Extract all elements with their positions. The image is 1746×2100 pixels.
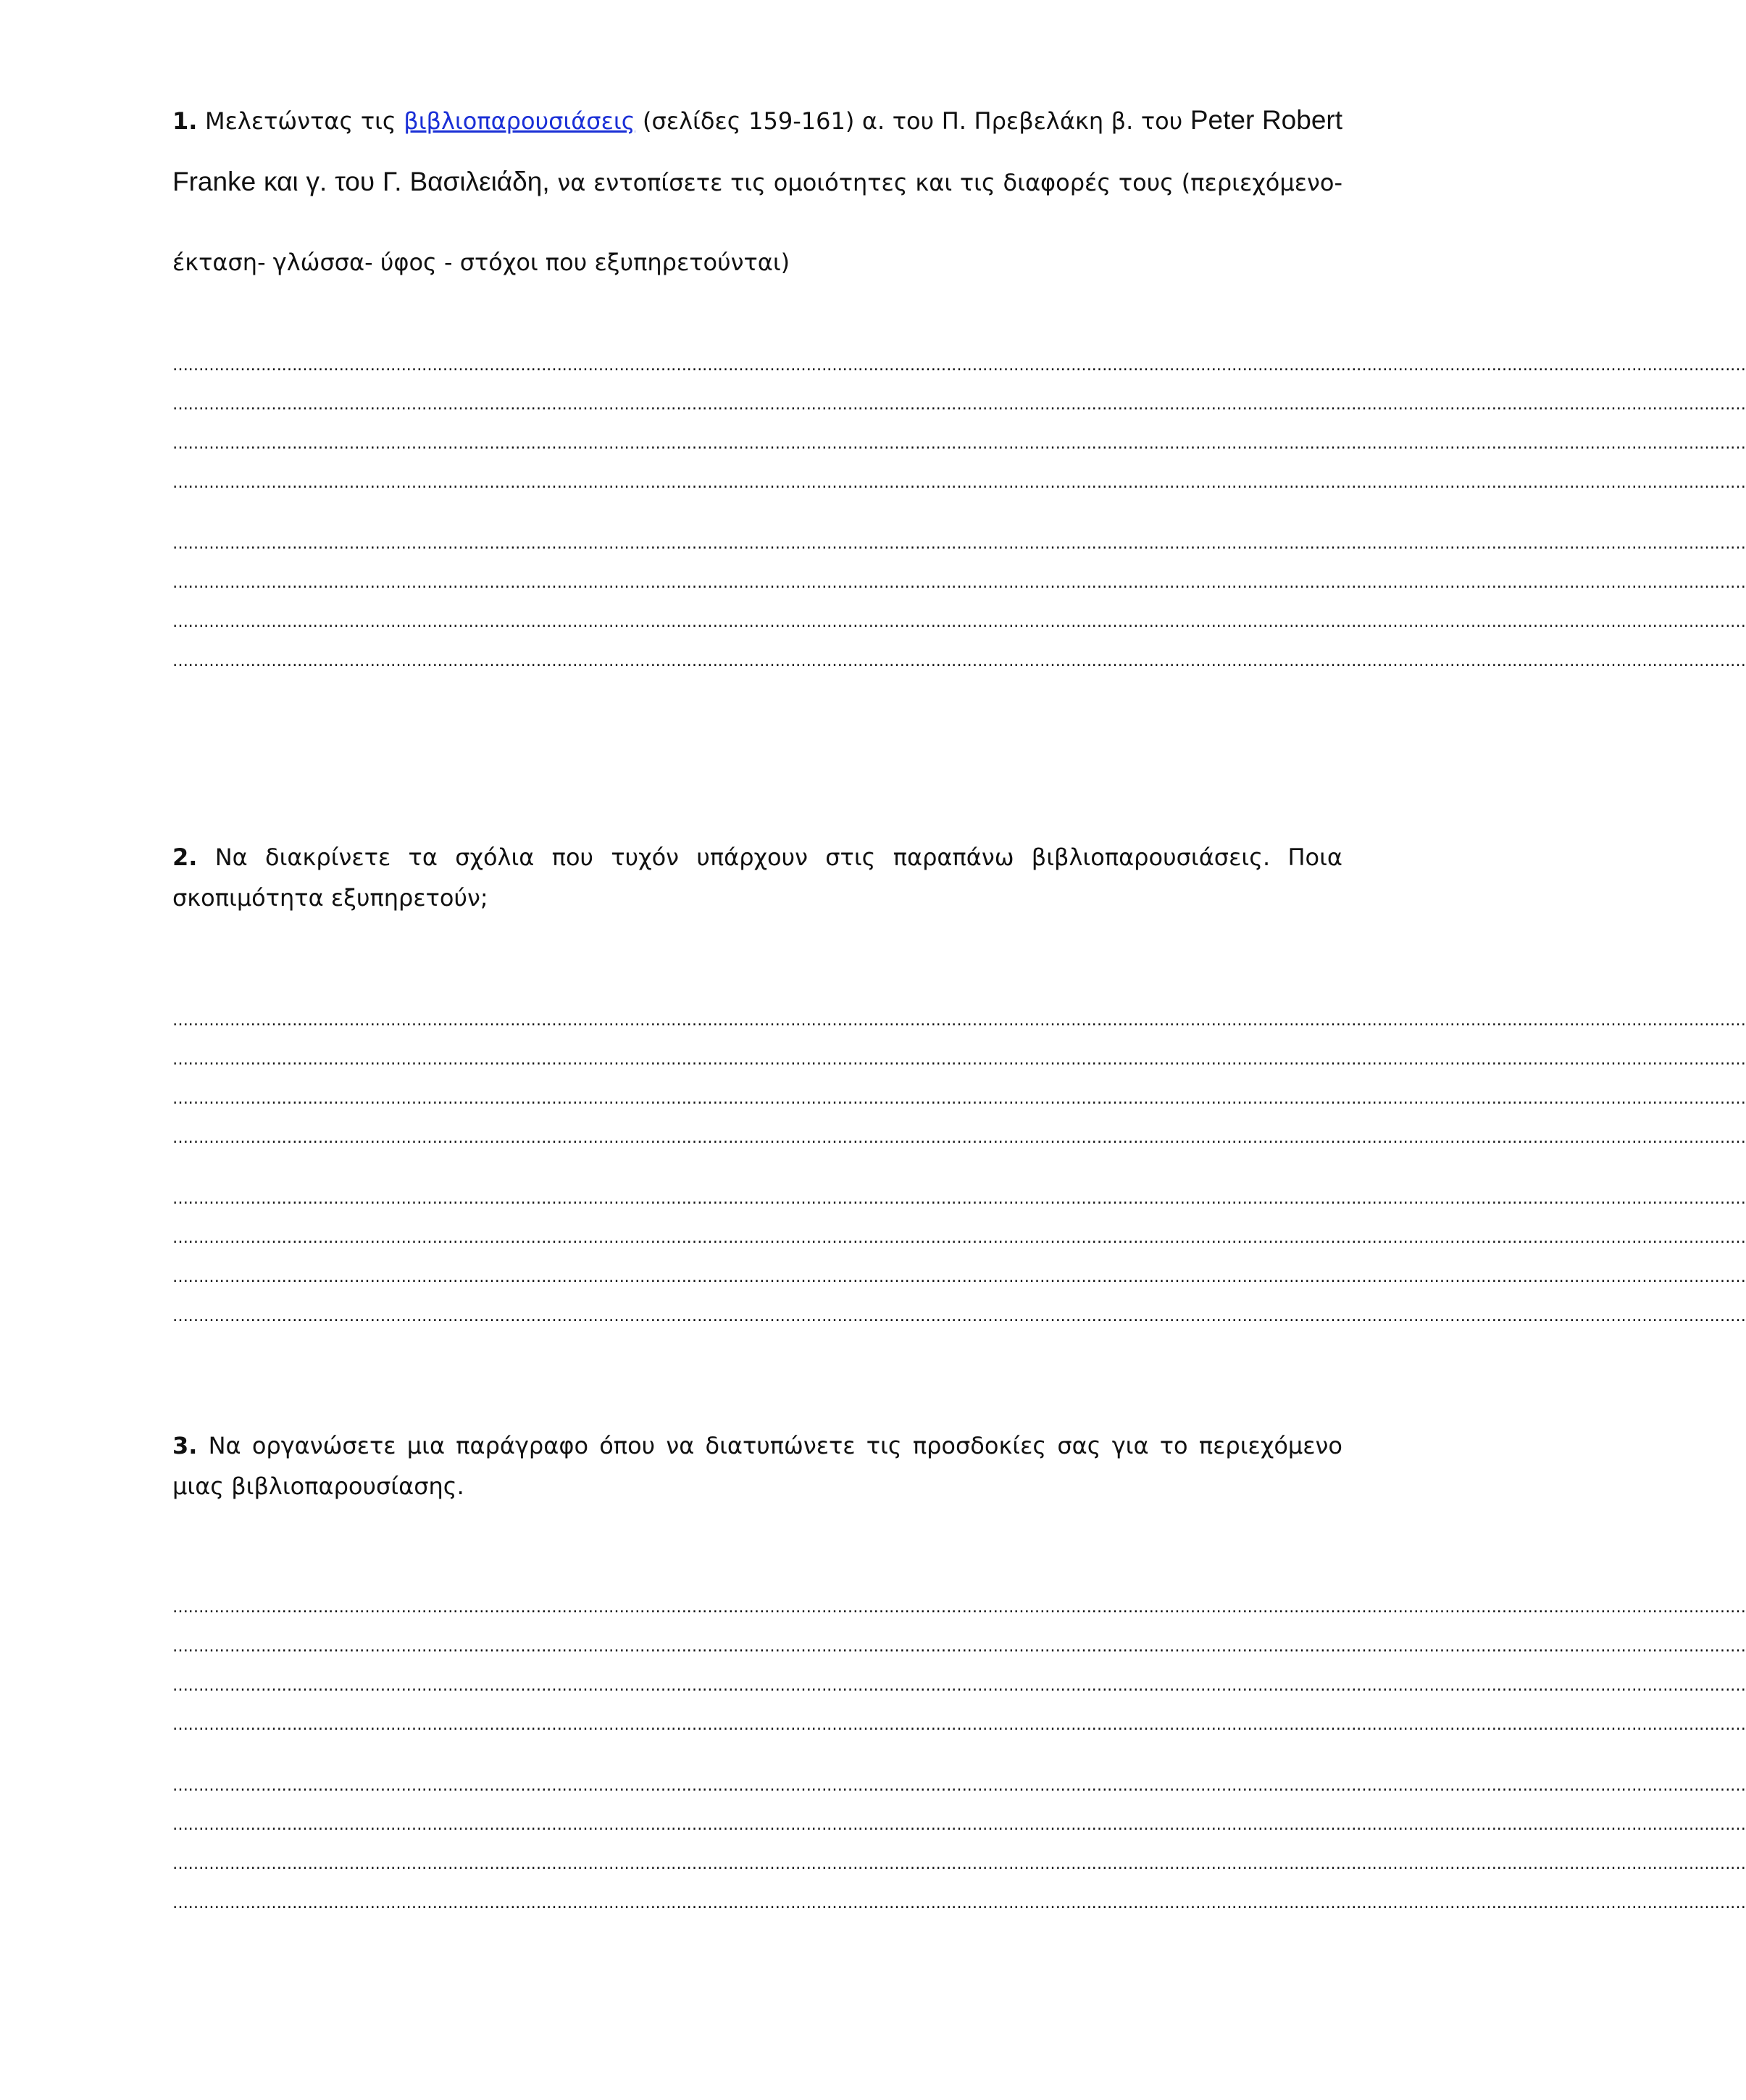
- answer-line[interactable]: ……………………………………………………………………………………………………………………………………………………………………………………………………………………………………………………………………………: [172, 652, 1746, 670]
- answer-line[interactable]: ……………………………………………………………………………………………………………………………………………………………………………………………………………………………………………………………………………: [172, 1677, 1746, 1695]
- answer-line[interactable]: ……………………………………………………………………………………………………………………………………………………………………………………………………………………………………………………………………………: [172, 1599, 1746, 1617]
- answer-line[interactable]: ……………………………………………………………………………………………………………………………………………………………………………………………………………………………………………………………………………: [172, 1012, 1746, 1030]
- answer-line[interactable]: ……………………………………………………………………………………………………………………………………………………………………………………………………………………………………………………………………………: [172, 1090, 1746, 1108]
- question-1-number: 1.: [172, 107, 198, 135]
- answer-line[interactable]: ……………………………………………………………………………………………………………………………………………………………………………………………………………………………………………………………………………: [172, 535, 1746, 553]
- question-1-text-start: Μελετώντας τις: [205, 107, 404, 135]
- question-1-text-end: να εντοπίσετε τις ομοιότητες και τις διαφορές τους (περιεχόμενο- έκταση- γλώσσα- ύφος - στόχοι που εξυπηρετούνται): [172, 169, 1342, 276]
- answer-line[interactable]: ……………………………………………………………………………………………………………………………………………………………………………………………………………………………………………………………………………: [172, 1894, 1746, 1912]
- answer-line[interactable]: ……………………………………………………………………………………………………………………………………………………………………………………………………………………………………………………………………………: [172, 1268, 1746, 1286]
- question-2-text: Να διακρίνετε τα σχόλια που τυχόν υπάρχουν στις παραπάνω βιβλιοπαρουσιάσεις. Ποια σκοπιμότητα εξυπηρετούν;: [172, 843, 1342, 912]
- answer-line[interactable]: ……………………………………………………………………………………………………………………………………………………………………………………………………………………………………………………………………………: [172, 1716, 1746, 1734]
- answer-line[interactable]: ……………………………………………………………………………………………………………………………………………………………………………………………………………………………………………………………………………: [172, 1229, 1746, 1247]
- answer-line[interactable]: ……………………………………………………………………………………………………………………………………………………………………………………………………………………………………………………………………………: [172, 396, 1746, 414]
- answer-line[interactable]: ……………………………………………………………………………………………………………………………………………………………………………………………………………………………………………………………………………: [172, 1855, 1746, 1873]
- answer-line[interactable]: ……………………………………………………………………………………………………………………………………………………………………………………………………………………………………………………………………………: [172, 613, 1746, 631]
- question-3: [172, 1425, 1342, 1507]
- answer-line[interactable]: ……………………………………………………………………………………………………………………………………………………………………………………………………………………………………………………………………………: [172, 1638, 1746, 1656]
- answer-line[interactable]: ……………………………………………………………………………………………………………………………………………………………………………………………………………………………………………………………………………: [172, 1816, 1746, 1834]
- book-reviews-link[interactable]: βιβλιοπαρουσιάσεις: [404, 107, 635, 135]
- question-2-number: 2.: [172, 843, 198, 871]
- answer-line[interactable]: ……………………………………………………………………………………………………………………………………………………………………………………………………………………………………………………………………………: [172, 1307, 1746, 1325]
- answer-line[interactable]: ……………………………………………………………………………………………………………………………………………………………………………………………………………………………………………………………………………: [172, 1129, 1746, 1147]
- answer-line[interactable]: ……………………………………………………………………………………………………………………………………………………………………………………………………………………………………………………………………………: [172, 1777, 1746, 1795]
- answer-line[interactable]: ……………………………………………………………………………………………………………………………………………………………………………………………………………………………………………………………………………: [172, 474, 1746, 492]
- answer-line[interactable]: ……………………………………………………………………………………………………………………………………………………………………………………………………………………………………………………………………………: [172, 435, 1746, 453]
- answer-line[interactable]: ……………………………………………………………………………………………………………………………………………………………………………………………………………………………………………………………………………: [172, 357, 1746, 375]
- question-2: [172, 837, 1342, 918]
- question-1-text-middle: (σελίδες 159-161) α. του Π. Πρεβελάκη β. του: [635, 107, 1190, 135]
- question-3-number: 3.: [172, 1432, 198, 1459]
- answer-line[interactable]: ……………………………………………………………………………………………………………………………………………………………………………………………………………………………………………………………………………: [172, 1190, 1746, 1208]
- answer-line[interactable]: ……………………………………………………………………………………………………………………………………………………………………………………………………………………………………………………………………………: [172, 574, 1746, 592]
- question-3-text: Να οργανώσετε μια παράγραφο όπου να διατυπώνετε τις προσδοκίες σας για το περιεχόμενο μιας βιβλιοπαρουσίασης.: [172, 1432, 1342, 1500]
- question-1: [172, 99, 1342, 302]
- question-1-authors-text: Peter Robert Franke και γ. του Γ. Βασιλειάδη,: [172, 105, 1343, 196]
- answer-line[interactable]: ……………………………………………………………………………………………………………………………………………………………………………………………………………………………………………………………………………: [172, 1051, 1746, 1069]
